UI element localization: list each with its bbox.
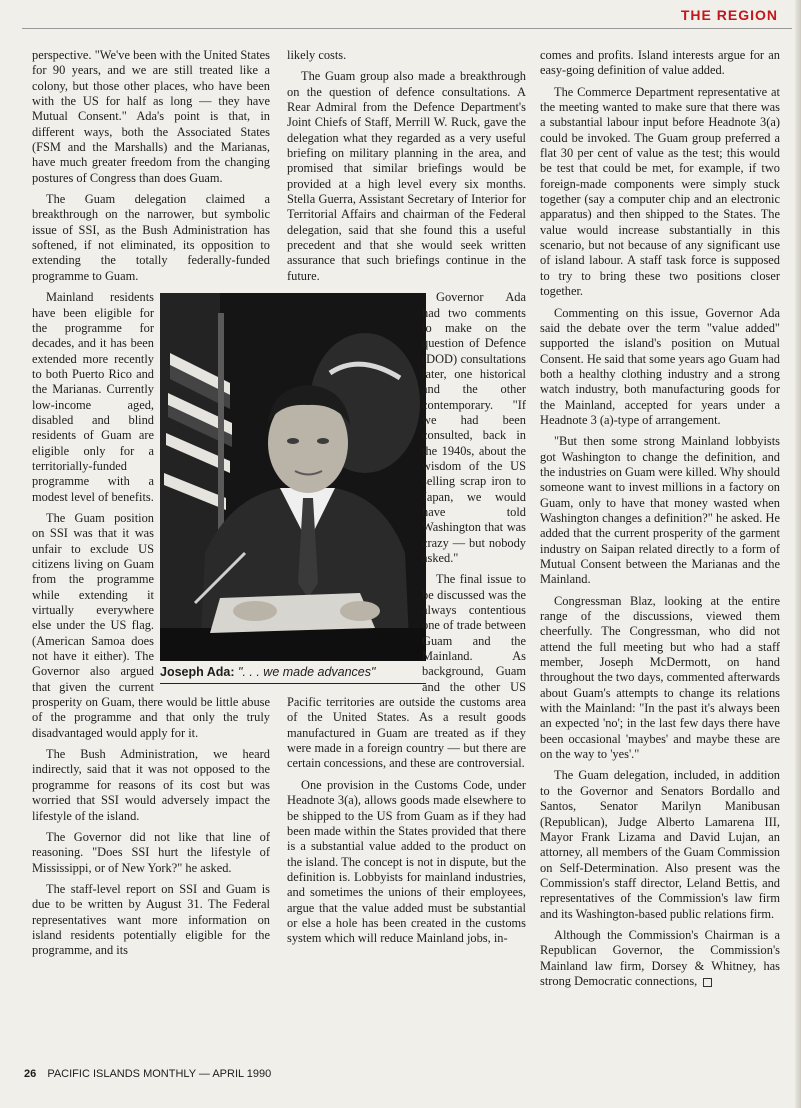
paragraph: "But then some strong Mainland lobbyists got Washington to change the definition, and the industries on Guam were killed. Why should someone want to invest millions in a factory on Guam, only to have that money wasted when Washington changes a definition?" he asked. He added that the current prosperity of the garment industry on Saipan related directly to a form of Mutual Consent between the Marianas and the Mainland. [540, 434, 780, 587]
end-mark-icon [703, 978, 712, 987]
caption-name: Joseph Ada: [160, 665, 235, 680]
paragraph-text: Although the Commission's Chairman is a Republican Governor, the Commission's Mainland law firm, Dorsey & Whitney, has strong Democratic connections, [540, 927, 780, 988]
paragraph: comes and profits. Island interests argue for an easy-going definition of value added. [540, 48, 780, 78]
paragraph: The Commerce Department representative at the meeting wanted to make sure that there was a substantial labour input before Headnote 3(a) could be invoked. The Guam group preferred a flat 30 per cent of value as the test; this would be test that could be met, for example, if two foreign-made components were simply stuck together (say a computer chip and an electronic apparatus) and then shipped to the States. The value would increase substantially in this scenario, but not because of any significant use of island labour. A staff task force is supposed to try to bring these two positions closer together. [540, 84, 780, 299]
paragraph: One provision in the Customs Code, under Headnote 3(a), allows goods made elsewhere to be shipped to the US from Guam as if they had been made within the States provided that there is a substantial value added to the product on the island. The concept is not in dispute, but the definition is. Lobbyists for mainland industries, and sometimes the unions of their employees, argue that the value added must be substantial or else a hole has been created in the customs system which will reduce Mainland jobs, in- [287, 777, 526, 946]
paragraph: perspective. "We've been with the United States for 90 years, and we are still treated like a colony, but those other places, who have been with the US for half as long — they have Mutual Consent." Ada's point is that, in different ways, both the Associated States (FSM and the Marshalls) and the Marianas, have much greater freedom from the changing postures of Congress than does Guam. [32, 48, 270, 185]
article-column-3 [540, 48, 780, 1068]
paragraph: The Guam delegation claimed a breakthrough on the narrower, but symbolic issue of SSI, as the Bush Administration has softened, if not eliminated, its opposition to extending the totally federally-funded programme to Guam. [32, 192, 270, 283]
paragraph: The Bush Administration, we heard indirectly, said that it was not opposed to the programme for reasons of its cost but was worried that SSI would adversely impact the lifestyle of the island. [32, 747, 270, 823]
paragraph: Mainland residents have been eligible for the programme for decades, and it has been extended more recently to both Puerto Rico and the Marianas. Currently low-income aged, disabled and blind residents of Guam are eligible only for a territorially-funded programme with a modest level of benefits. [32, 290, 154, 504]
article-column-2 [287, 48, 526, 1068]
page-number: 26 [24, 1068, 37, 1080]
paragraph: The Guam position on SSI was that it was unfair to exclude US citizens living on Guam from the programme while extending it virtually everywhere else under the US flag. (American Samoa does not have it either). The Governor also argued that given the current prosperity on Guam, there would be little abuse of the programme and that only the truly disadvantaged would apply for it. [32, 510, 270, 740]
section-title: THE REGION [680, 7, 778, 23]
paragraph: Governor Ada had two comments to make on the question of Defence (DOD) consultations later, one historical and the other contemporary. "If we had been consulted, back in the 1940s, about the wisdom of the US selling scrap iron to Japan, we would have told Washington that was crazy — but nobody asked." [422, 290, 526, 565]
caption-quote: ". . . we made advances" [234, 665, 376, 680]
paragraph: Commenting on this issue, Governor Ada said the debate over the term "value added" supported the island's position on Mutual Consent. He said that some years ago Guam had both a healthy clothing industry and a strong watch industry, both manufacturing goods for the Mainland, accepted for years under a Headnote 3 (a)-type of arrangement. [540, 305, 780, 427]
publication-line: PACIFIC ISLANDS MONTHLY — APRIL 1990 [47, 1068, 272, 1080]
page-footer [24, 1068, 271, 1080]
paragraph: The Guam delegation, included, in addition to the Governor and Senators Bordallo and Santos, Senator Marilyn Manibusan (Republican), Judge Alberto Lamarena III, Mayor Frank Lizama and David Lujan, an attorney, all members of the Guam Commission on Self-Determination. Also present was the Commission's staff director, Leland Bettis, and representatives of the Commission's law firm and its Washington-based public relations firm. [540, 768, 780, 921]
paragraph: Congressman Blaz, looking at the entire range of the discussions, viewed them cheerfully. The Congressman, who did not attend the full meeting but who had a staff member, Joseph McDermott, on hand throughout the two days, commented afterwards about Guam's attempts to change its relations with the Mainland: "In the past it's always been an expected 'no'; in the last few days there have been occasional 'maybes' and maybe these are on the way to 'yes'." [540, 593, 780, 762]
paragraph: The staff-level report on SSI and Guam is due to be written by August 31. The Federal representatives want more information on island residents potentially eligible for the programme, and its [32, 881, 270, 958]
paragraph: The Governor did not like that line of reasoning. "Does SSI hurt the lifestyle of Mississippi, or of New York?" he asked. [32, 829, 270, 875]
paragraph: The Guam group also made a breakthrough on the question of defence consultations. A Rear Admiral from the Defence Department's Joint Chiefs of Staff, Merrill W. Ruck, gave the delegation what they regarded as a very useful briefing on military planning in the area, and promised that similar briefings would be provided at a high level every six months. Stella Guerra, Assistant Secretary of Interior for Territorial Affairs and chairman of the Federal delegation, said that she found this a useful precedent and that she would seek written assurance that such briefings continue in the future. [287, 69, 526, 283]
page-header [22, 6, 792, 29]
paragraph: The final issue to be discussed was the always contentious one of trade between Guam and the Mainland. As background, Guam and the other US Pacific territories are outside the customs area of the United States. As a result goods manufactured in Guam are treated as if they were made in a foreign country — but there are certain concessions, and these are controversial. [287, 572, 526, 771]
paragraph: likely costs. [287, 48, 347, 62]
paragraph-last [540, 928, 780, 989]
page-edge-shadow [795, 0, 801, 1108]
photo-wrap-space [287, 290, 416, 680]
